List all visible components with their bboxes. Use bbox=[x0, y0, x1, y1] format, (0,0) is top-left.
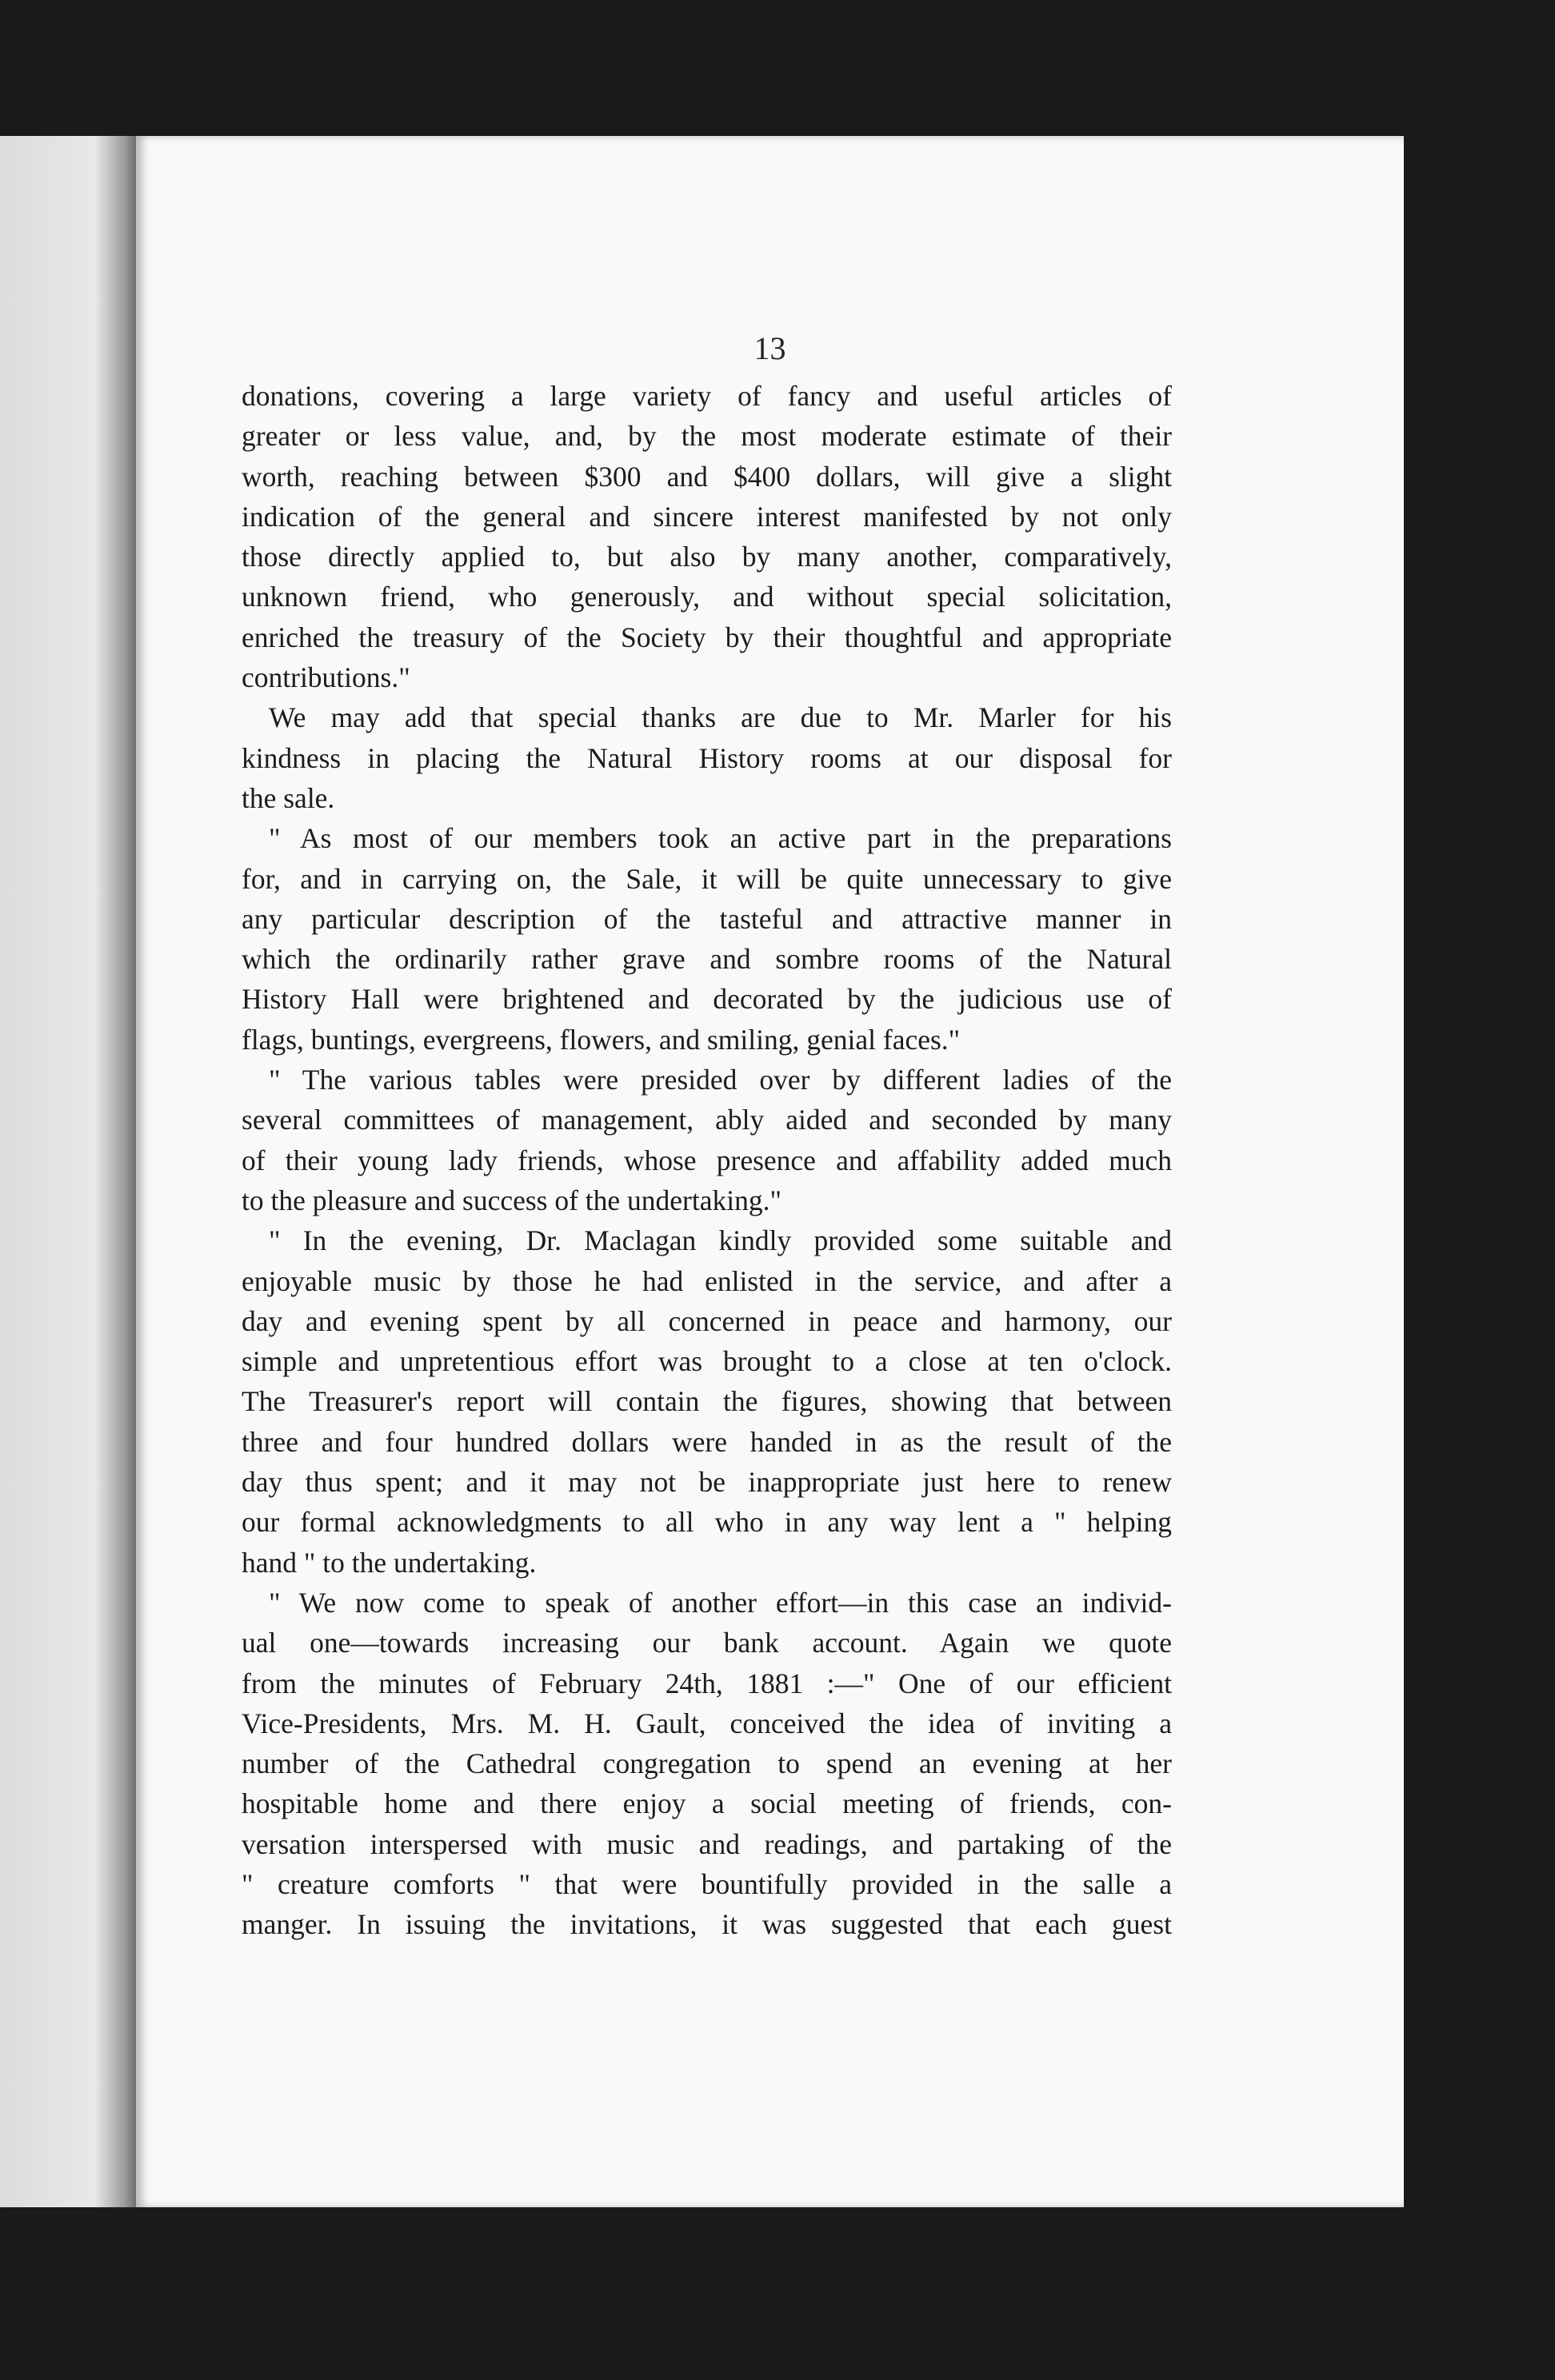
text-line: " We now come to speak of another effort—in this case an individ- bbox=[269, 1586, 1172, 1619]
text-line: History Hall were brightened and decorated by the judicious use of bbox=[242, 983, 1172, 1016]
text-line: three and four hundred dollars were handed in as the result of the bbox=[242, 1425, 1172, 1458]
text-line: flags, buntings, evergreens, flowers, and smiling, genial faces." bbox=[242, 1023, 961, 1056]
text-line: donations, covering a large variety of fancy and useful articles of bbox=[242, 380, 1172, 412]
text-line: to the pleasure and success of the undertaking." bbox=[242, 1184, 781, 1216]
text-line: number of the Cathedral congregation to spend an evening at her bbox=[242, 1747, 1172, 1780]
previous-page-edge bbox=[0, 136, 136, 2207]
text-line: unknown friend, who generously, and without special solicitation, bbox=[242, 581, 1172, 613]
text-line: simple and unpretentious effort was brought to a close at ten o'clock. bbox=[242, 1345, 1172, 1378]
text-line: enriched the treasury of the Society by their thoughtful and appropriate bbox=[242, 621, 1172, 653]
text-line: several committees of management, ably aided and seconded by many bbox=[242, 1104, 1172, 1136]
text-line: hospitable home and there enjoy a social meeting of friends, con- bbox=[242, 1787, 1172, 1820]
text-line: enjoyable music by those he had enlisted in the service, and after a bbox=[242, 1264, 1172, 1297]
text-line: We may add that special thanks are due to Mr. Marler for his bbox=[269, 701, 1172, 734]
text-line: day thus spent; and it may not be inappropriate just here to renew bbox=[242, 1466, 1172, 1499]
text-line: those directly applied to, but also by many another, comparatively, bbox=[242, 541, 1172, 573]
text-line: Vice-Presidents, Mrs. M. H. Gault, conceived the idea of inviting a bbox=[242, 1707, 1172, 1739]
page-number: 13 bbox=[754, 330, 786, 366]
text-line: any particular description of the tasteful and attractive manner in bbox=[242, 902, 1172, 935]
text-line: our formal acknowledgments to all who in any way lent a " helping bbox=[242, 1506, 1172, 1539]
text-line: from the minutes of February 24th, 1881 :—" One of our efficient bbox=[242, 1667, 1172, 1699]
text-line: of their young lady friends, whose presence and affability added much bbox=[242, 1144, 1172, 1176]
text-line: worth, reaching between $300 and $400 dollars, will give a slight bbox=[242, 460, 1172, 493]
text-line: greater or less value, and, by the most moderate estimate of their bbox=[242, 420, 1172, 453]
text-line: kindness in placing the Natural History rooms at our disposal for bbox=[242, 741, 1172, 774]
text-line: the sale. bbox=[242, 781, 335, 814]
book-page bbox=[136, 136, 1404, 2207]
text-line: for, and in carrying on, the Sale, it will be quite unnecessary to give bbox=[242, 862, 1172, 895]
text-line: manger. In issuing the invitations, it was suggested that each guest bbox=[242, 1908, 1172, 1941]
text-line: versation interspersed with music and readings, and partaking of the bbox=[242, 1827, 1172, 1860]
text-line: " As most of our members took an active part in the preparations bbox=[269, 822, 1172, 855]
text-line: day and evening spent by all concerned in peace and harmony, our bbox=[242, 1304, 1172, 1337]
text-line: The Treasurer's report will contain the figures, showing that between bbox=[242, 1385, 1172, 1418]
text-line: " creature comforts " that were bountifully provided in the salle a bbox=[242, 1867, 1172, 1900]
text-line: which the ordinarily rather grave and sombre rooms of the Natural bbox=[242, 943, 1172, 976]
text-line: indication of the general and sincere interest manifested by not only bbox=[242, 500, 1172, 533]
text-line: ual one—towards increasing our bank account. Again we quote bbox=[242, 1627, 1172, 1659]
text-line: " In the evening, Dr. Maclagan kindly provided some suitable and bbox=[269, 1224, 1172, 1257]
text-line: " The various tables were presided over by different ladies of the bbox=[269, 1064, 1172, 1096]
text-line: hand " to the undertaking. bbox=[242, 1546, 537, 1579]
text-line: contributions." bbox=[242, 661, 410, 694]
page-body-text bbox=[242, 376, 1172, 1945]
